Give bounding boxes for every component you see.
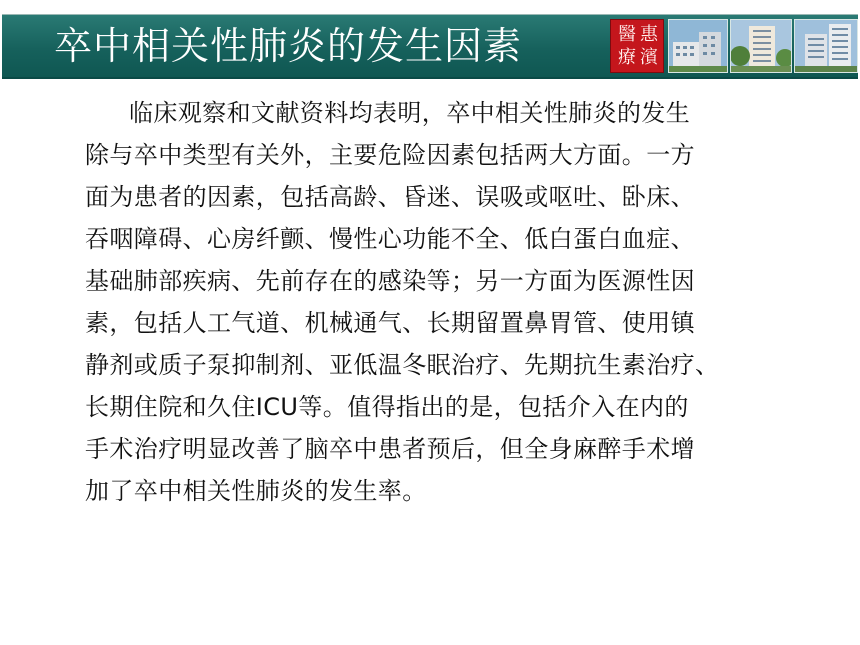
paragraph-line: 吞咽障碍、心房纤颤、慢性心功能不全、低白蛋白血症、 (85, 225, 695, 253)
paragraph-line: 手术治疗明显改善了脑卒中患者预后，但全身麻醉手术增 (85, 435, 695, 463)
hospital-photo-1 (668, 19, 728, 73)
seal-char: 惠 (640, 24, 658, 45)
paragraph-line: 临床观察和文献资料均表明，卒中相关性肺炎的发生 (129, 99, 691, 127)
seal-char: 療 (618, 47, 636, 68)
seal-char: 濱 (640, 47, 658, 68)
hospital-photo-3 (794, 19, 858, 73)
paragraph-line: 加了卒中相关性肺炎的发生率。 (85, 477, 427, 505)
slide-title: 卒中相关性肺炎的发生因素 (54, 24, 523, 68)
header-logo-strip (610, 19, 858, 73)
body-paragraph (85, 92, 825, 512)
paragraph-line: 基础肺部疾病、先前存在的感染等；另一方面为医源性因 (85, 267, 695, 295)
paragraph-line: 长期住院和久住ICU等。值得指出的是，包括介入在内的 (85, 393, 689, 421)
paragraph-line: 静剂或质子泵抑制剂、亚低温冬眠治疗、先期抗生素治疗、 (85, 351, 720, 379)
paragraph-line: 面为患者的因素，包括高龄、昏迷、误吸或呕吐、卧床、 (85, 183, 695, 211)
title-bar (2, 14, 858, 79)
hospital-seal-logo (610, 19, 664, 73)
seal-char: 醫 (618, 24, 636, 45)
paragraph-line: 除与卒中类型有关外，主要危险因素包括两大方面。一方 (85, 141, 695, 169)
hospital-photo-2 (730, 19, 792, 73)
paragraph-line: 素，包括人工气道、机械通气、长期留置鼻胃管、使用镇 (85, 309, 695, 337)
